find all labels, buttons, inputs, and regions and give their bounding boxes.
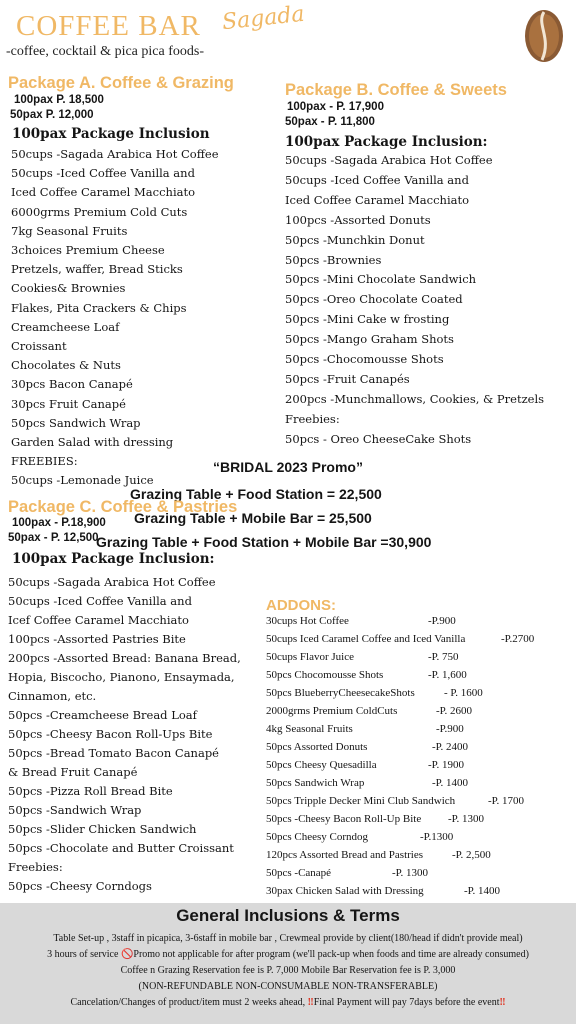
list-item: 50cups -Sagada Arabica Hot Coffee xyxy=(11,147,219,161)
package-c-inclusion-heading: 100pax Package Inclusion: xyxy=(12,551,215,567)
list-item: 50pcs -Cheesy Corndogs xyxy=(8,879,152,893)
addon-name: 30pax Chicken Salad with Dressing xyxy=(266,885,424,897)
addon-row xyxy=(266,666,467,684)
prohibited-icon: 🚫 xyxy=(120,949,134,960)
promo-line-1: Grazing Table + Food Station = 22,500 xyxy=(130,486,382,502)
package-c-price-50: 50pax - P. 12,500 xyxy=(8,532,99,544)
addon-price: -P. 2600 xyxy=(436,705,473,717)
list-item: 50pcs -Mango Graham Shots xyxy=(285,332,454,347)
coffee-bean-icon xyxy=(522,8,566,64)
list-item: FREEBIES: xyxy=(11,454,78,469)
addon-row xyxy=(266,774,469,792)
package-c-price-100: 100pax - P.18,900 xyxy=(12,517,106,529)
list-item: Croissant xyxy=(11,339,67,354)
exclamation-icon: ‼ xyxy=(307,997,314,1008)
list-item: Chocolates & Nuts xyxy=(11,358,121,373)
addon-price: -P.900 xyxy=(428,615,456,627)
addon-row xyxy=(266,882,501,900)
list-item: 50pcs -Mini Cake w frosting xyxy=(285,312,450,327)
list-item: 50cups -Iced Coffee Vanilla and xyxy=(8,594,192,608)
list-item: Freebies: xyxy=(285,411,340,426)
list-item: 50pcs -Pizza Roll Bread Bite xyxy=(8,784,173,798)
package-b-inclusion-heading: 100pax Package Inclusion: xyxy=(285,134,488,150)
list-item: 50pcs -Sandwich Wrap xyxy=(8,803,142,817)
list-item: Hopia, Biscocho, Pianono, Ensaymada, xyxy=(8,670,235,684)
addon-row xyxy=(266,720,464,738)
package-a-title: Package A. Coffee & Grazing xyxy=(8,74,234,92)
list-item: Flakes, Pita Crackers & Chips xyxy=(11,300,187,315)
list-item: 7kg Seasonal Fruits xyxy=(11,223,128,238)
addon-name: 50pcs Cheesy Corndog xyxy=(266,831,369,843)
addon-row xyxy=(266,756,465,774)
footer-line-5-start: Cancelation/Changes of product/item must 2 weeks ahead, xyxy=(70,997,308,1008)
addon-name: 50cups Flavor Juice xyxy=(266,651,354,663)
addon-price: -P. 1900 xyxy=(428,759,465,771)
addons-title: ADDONS: xyxy=(266,597,336,614)
footer-line-3: Coffee n Grazing Reservation fee is P. 7,000 Mobile Bar Reservation fee is P. 3,000 xyxy=(120,965,456,976)
addon-price: -P. 1,600 xyxy=(428,669,467,681)
package-c-title: Package C. Coffee & Pastries xyxy=(8,498,238,516)
package-c-items xyxy=(8,573,241,896)
list-item: 50pcs -Slider Chicken Sandwich xyxy=(8,822,197,836)
addon-row xyxy=(266,702,473,720)
list-item: 100pcs -Assorted Donuts xyxy=(285,212,431,227)
list-item: 50pcs -Creamcheese Bread Loaf xyxy=(8,708,197,722)
list-item: 50pcs -Mini Chocolate Sandwich xyxy=(285,272,477,287)
addon-price: -P. 1300 xyxy=(392,867,429,879)
addon-name: 50pcs Tripple Decker Mini Club Sandwich xyxy=(266,795,456,807)
list-item: 50pcs -Brownies xyxy=(285,252,382,267)
list-item: Cinnamon, etc. xyxy=(8,689,97,703)
addon-name: 50pcs Cheesy Quesadilla xyxy=(266,759,377,771)
list-item: 100pcs -Assorted Pastries Bite xyxy=(8,632,186,646)
list-item: 6000grms Premium Cold Cuts xyxy=(11,204,188,219)
addon-name: 50cups Iced Caramel Coffee and Iced Vanilla xyxy=(266,633,466,645)
tagline: -coffee, cocktail & pica pica foods- xyxy=(6,44,204,59)
list-item: 30pcs Bacon Canapé xyxy=(11,377,133,392)
promo-title: “BRIDAL 2023 Promo” xyxy=(213,459,363,475)
addon-row xyxy=(266,846,491,864)
addon-price: -P. 2400 xyxy=(432,741,469,753)
list-item: Icef Coffee Caramel Macchiato xyxy=(8,613,189,627)
package-a-price-100: 100pax P. 18,500 xyxy=(14,94,104,106)
list-item: 50cups -Iced Coffee Vanilla and xyxy=(11,166,195,181)
list-item: 200pcs -Assorted Bread: Banana Bread, xyxy=(8,651,241,665)
list-item: 50pcs -Chocolate and Butter Croissant xyxy=(8,841,234,855)
list-item: Iced Coffee Caramel Macchiato xyxy=(285,192,470,207)
addon-name: 50pcs BlueberryCheesecakeShots xyxy=(266,687,415,699)
addon-row xyxy=(266,810,485,828)
addon-price: -P. 1400 xyxy=(464,885,501,897)
addon-price: -P. 1700 xyxy=(488,795,525,807)
addon-row xyxy=(266,648,459,666)
addon-name: 50pcs Assorted Donuts xyxy=(266,741,368,753)
addon-name: 120pcs Assorted Bread and Pastries xyxy=(266,849,424,861)
list-item: Pretzels, waffer, Bread Sticks xyxy=(11,262,183,277)
footer-line-2 xyxy=(0,949,576,960)
list-item: 200pcs -Munchmallows, Cookies, & Pretzels xyxy=(285,391,545,406)
footer-line-4: (NON-REFUNDABLE NON-CONSUMABLE NON-TRANSFERABLE) xyxy=(138,981,438,992)
addon-name: 2000grms Premium ColdCuts xyxy=(266,705,398,717)
list-item: Garden Salad with dressing xyxy=(11,435,174,450)
list-item: 50pcs -Oreo Chocolate Coated xyxy=(285,292,463,307)
list-item: & Bread Fruit Canapé xyxy=(8,765,138,779)
addon-row xyxy=(266,630,535,648)
exclamation-icon: ‼ xyxy=(499,997,506,1008)
addon-name: 50pcs Sandwich Wrap xyxy=(266,777,365,789)
addon-row xyxy=(266,828,454,846)
addon-price: - P. 1600 xyxy=(444,687,483,699)
addon-row xyxy=(266,792,525,810)
list-item: Freebies: xyxy=(8,860,63,874)
list-item: 50pcs -Bread Tomato Bacon Canapé xyxy=(8,746,219,760)
addon-name: 50pcs -Canapé xyxy=(266,867,332,879)
list-item: 50cups -Sagada Arabica Hot Coffee xyxy=(8,575,216,589)
promo-line-3: Grazing Table + Food Station + Mobile Bar =30,900 xyxy=(96,534,432,550)
brand-title: COFFEE BAR xyxy=(16,10,201,42)
list-item: 30pcs Fruit Canapé xyxy=(11,396,126,411)
footer-title: General Inclusions & Terms xyxy=(176,906,400,925)
footer-line-2-start: 3 hours of service xyxy=(47,949,119,960)
brand-script: Sagada xyxy=(220,1,306,36)
package-b-items xyxy=(285,151,544,450)
list-item: Creamcheese Loaf xyxy=(11,319,120,334)
list-item: 50pcs -Fruit Canapés xyxy=(285,371,410,386)
addon-price: -P.2700 xyxy=(501,633,535,645)
list-item: 50cups -Iced Coffee Vanilla and xyxy=(285,172,469,187)
list-item: Cookies& Brownies xyxy=(11,281,126,296)
package-b-price-100: 100pax - P. 17,900 xyxy=(287,101,384,113)
addon-row xyxy=(266,864,429,882)
addon-name: 4kg Seasonal Fruits xyxy=(266,723,353,735)
list-item: Iced Coffee Caramel Macchiato xyxy=(11,185,196,200)
addon-name: 50pcs Chocomousse Shots xyxy=(266,669,384,681)
addon-row xyxy=(266,612,456,630)
package-b-price-50: 50pax - P. 11,800 xyxy=(285,116,375,128)
addon-price: -P.1300 xyxy=(420,831,454,843)
list-item: 50pcs -Cheesy Bacon Roll-Ups Bite xyxy=(8,727,213,741)
footer-line-1: Table Set-up , 3staff in picapica, 3-6staff in mobile bar , Crewmeal provide by client(180/head if didn't provide meal) xyxy=(53,933,523,944)
package-a-items xyxy=(11,145,219,491)
list-item: 3choices Premium Cheese xyxy=(11,243,165,258)
package-a-price-50: 50pax P. 12,000 xyxy=(10,109,94,121)
footer-line-2-end: Promo not applicable for after program (we'll pack-up when foods and time are already consumed) xyxy=(133,949,529,960)
addon-price: -P. 1300 xyxy=(448,813,485,825)
list-item: 50pcs -Chocomousse Shots xyxy=(285,352,444,367)
list-item: 50pcs Sandwich Wrap xyxy=(11,415,141,430)
package-a-inclusion-heading: 100pax Package Inclusion xyxy=(12,126,210,142)
footer-line-5 xyxy=(0,997,576,1008)
addon-row xyxy=(266,738,469,756)
addon-name: 50pcs -Cheesy Bacon Roll-Up Bite xyxy=(266,813,422,825)
promo-line-2: Grazing Table + Mobile Bar = 25,500 xyxy=(134,510,372,526)
addon-price: -P.900 xyxy=(436,723,464,735)
addon-price: -P. 750 xyxy=(428,651,459,663)
list-item: 50pcs -Munchkin Donut xyxy=(285,232,425,247)
list-item: 50cups -Sagada Arabica Hot Coffee xyxy=(285,153,493,167)
footer-line-5-end: Final Payment will pay 7days before the event xyxy=(313,997,500,1008)
package-b-title: Package B. Coffee & Sweets xyxy=(285,81,507,99)
list-item: 50pcs - Oreo CheeseCake Shots xyxy=(285,431,472,446)
addon-row xyxy=(266,684,483,702)
list-item: 50cups -Lemonade Juice xyxy=(11,473,154,488)
addon-price: -P. 1400 xyxy=(432,777,469,789)
addon-name: 30cups Hot Coffee xyxy=(266,615,349,627)
addon-price: -P. 2,500 xyxy=(452,849,491,861)
